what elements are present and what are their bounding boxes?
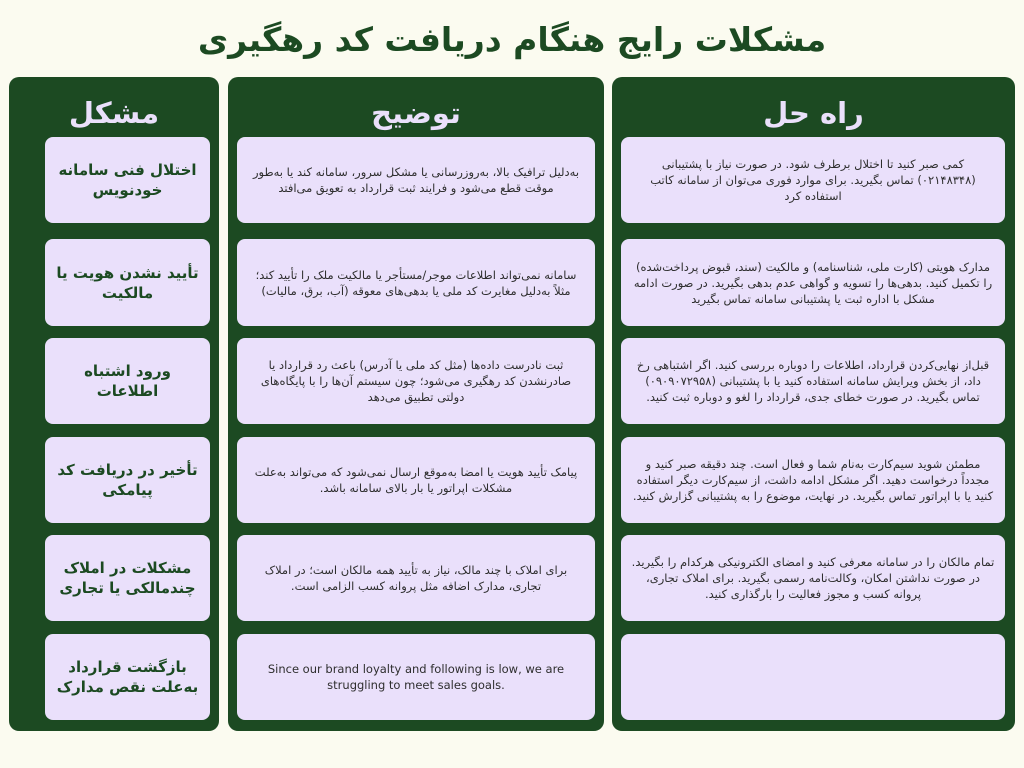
- solution-card: [621, 338, 1005, 424]
- problem-card: [45, 634, 210, 720]
- description-card: [237, 239, 595, 326]
- description-text: سامانه نمی‌تواند اطلاعات موجر/مستأجر یا مالکیت ملک را تأیید کند؛ مثلاً به‌دلیل مغایرت کد ملی یا بدهی‌های معوقه (آب، برق، مالیات): [255, 267, 577, 298]
- solution-column-header: راه حل: [763, 96, 864, 130]
- solution-card: [621, 535, 1005, 621]
- solution-text: کمی صبر کنید تا اختلال برطرف شود. در صورت نیاز با پشتیبانی (۰۲۱۴۸۳۴۸) تماس بگیرید. برای موارد فوری می‌توان از سامانه کاتب استفاده کرد: [650, 157, 976, 203]
- problem-text: بازگشت قرارداد به‌علت نقص مدارک: [56, 658, 199, 696]
- page-title: مشکلات رایج هنگام دریافت کد رهگیری: [197, 20, 827, 59]
- solution-card: [621, 634, 1005, 720]
- problem-card: [45, 338, 210, 424]
- problem-column: [9, 77, 219, 731]
- problem-text: مشکلات در املاک چندمالکی یا تجاری: [59, 559, 196, 597]
- solution-card: [621, 437, 1005, 523]
- solution-text: تمام مالکان را در سامانه معرفی کنید و امضای الکترونیکی هرکدام را بگیرید. در صورت نداشتن امکان، وکالت‌نامه رسمی بگیرید. برای املاک تجاری، پروانه کسب و مجوز فعالیت را بارگذاری کنید.: [631, 555, 995, 601]
- description-card: [237, 634, 595, 720]
- description-text: برای املاک با چند مالک، نیاز به تأیید همه مالکان است؛ در املاک تجاری، مدارک اضافه مثل پروانه کسب الزامی است.: [264, 563, 568, 593]
- problem-card: [45, 437, 210, 523]
- problem-column-header: مشکل: [68, 96, 160, 130]
- description-column: [228, 77, 604, 731]
- problem-text: تأیید نشدن هویت یا مالکیت: [56, 263, 199, 302]
- description-card: [237, 535, 595, 621]
- description-card: [237, 437, 595, 523]
- problem-card: [45, 137, 210, 223]
- solution-card: [621, 239, 1005, 326]
- description-text: پیامک تأیید هویت یا امضا به‌موقع ارسال نمی‌شود که می‌تواند به‌علت مشکلات اپراتور یا بار بالای سامانه باشد.: [254, 465, 578, 495]
- solution-text: مدارک هویتی (کارت ملی، شناسنامه) و مالکیت (سند، قبوض پرداخت‌شده) را تکمیل کنید. بدهی‌ها را تسویه و گواهی عدم بدهی بگیرید. در صورت ادامه مشکل با اداره ثبت یا پشتیبانی سامانه تماس بگیرید: [633, 259, 993, 306]
- description-column-header: توضیح: [371, 96, 461, 130]
- description-text: به‌دلیل ترافیک بالا، به‌روزرسانی یا مشکل سرور، سامانه کند یا به‌طور موقت قطع می‌شود و فرایند ثبت قرارداد به تعویق می‌افتد: [252, 165, 580, 195]
- solution-text: مطمئن شوید سیم‌کارت به‌نام شما و فعال است. چند دقیقه صبر کنید و مجدداً درخواست دهید. اگر مشکل ادامه داشت، از سیم‌کارت دیگر استفاده کنید یا با اپراتور تماس بگیرید. در نهایت، موضوع را به پشتیبانی گزارش کنید.: [632, 457, 994, 503]
- solution-text: قبل‌از نهایی‌کردن قرارداد، اطلاعات را دوباره بررسی کنید. اگر اشتباهی رخ داد، از بخش ویرایش سامانه استفاده کنید یا با پشتیبانی (۰۹۰۹۰۷۲۹۵۸) تماس بگیرید. در صورت خطای جدی، قرارداد را لغو و دوباره ثبت کنید.: [636, 358, 990, 404]
- solution-card: [621, 137, 1005, 223]
- solution-column: [612, 77, 1015, 731]
- problem-text: ورود اشتباه اطلاعات: [84, 362, 171, 400]
- description-text: ثبت نادرست داده‌ها (مثل کد ملی یا آدرس) باعث رد قرارداد یا صادرنشدن کد رهگیری می‌شود؛ چون سیستم آن‌ها را با پایگاه‌های دولتی تطبیق می‌دهد: [260, 358, 572, 404]
- problem-card: [45, 535, 210, 621]
- description-text: Since our brand loyalty and following is low, we are struggling to meet sales goals.: [267, 662, 565, 692]
- description-card: [237, 338, 595, 424]
- problem-card: [45, 239, 210, 326]
- problem-text: تأخیر در دریافت کد پیامکی: [57, 461, 198, 499]
- problem-text: اختلال فنی سامانه خودنویس: [58, 161, 197, 199]
- description-card: [237, 137, 595, 223]
